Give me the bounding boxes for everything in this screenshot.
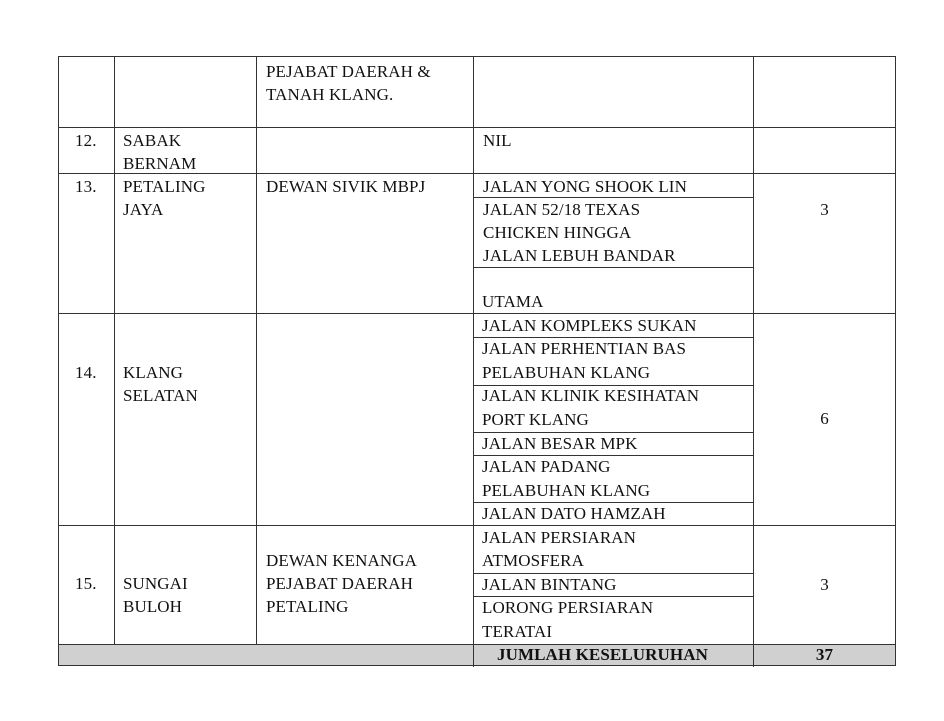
lokasi-subdivider xyxy=(473,432,754,433)
row-number: 14. xyxy=(75,363,97,382)
lokasi-cell: JALAN PERHENTIAN BAS xyxy=(482,339,687,358)
kawasan-cell: SABAK xyxy=(123,131,182,150)
location-table xyxy=(58,56,896,666)
kawasan-cell: BERNAM xyxy=(123,154,197,173)
lokasi-cell: JALAN DATO HAMZAH xyxy=(482,504,666,523)
row-divider-14-15 xyxy=(59,525,895,526)
lokasi-cell: LORONG PERSIARAN xyxy=(482,598,654,617)
lokasi-subdivider xyxy=(473,385,754,386)
lokasi-cell: PELABUHAN KLANG xyxy=(482,481,651,500)
lokasi-cell: JALAN YONG SHOOK LIN xyxy=(483,177,687,196)
lokasi-cell: TERATAI xyxy=(482,622,553,641)
kawasan-cell: KLANG xyxy=(123,363,183,382)
kawasan-cell: PETALING xyxy=(123,177,206,196)
col-divider-no xyxy=(114,57,115,645)
lokasi-subdivider xyxy=(473,573,754,574)
lokasi-cell: JALAN KLINIK KESIHATAN xyxy=(482,386,700,405)
dewan-cell: PEJABAT DAERAH xyxy=(266,574,414,593)
lokasi-cell: JALAN PADANG xyxy=(482,457,611,476)
lokasi-cell: JALAN PERSIARAN xyxy=(482,528,637,547)
jumlah-cell: 3 xyxy=(820,575,829,594)
kawasan-cell: JAYA xyxy=(123,200,164,219)
col-divider-kawasan xyxy=(256,57,257,645)
lokasi-cell: PELABUHAN KLANG xyxy=(482,363,651,382)
lokasi-cell: CHICKEN HINGGA xyxy=(483,223,632,242)
row-divider-11-12 xyxy=(59,127,895,128)
row-number: 15. xyxy=(75,574,97,593)
lokasi-cell: JALAN LEBUH BANDAR xyxy=(483,246,676,265)
row-number: 13. xyxy=(75,177,97,196)
lokasi-subdivider xyxy=(473,337,754,338)
lokasi-cell: JALAN BESAR MPK xyxy=(482,434,638,453)
jumlah-cell: 3 xyxy=(820,200,829,219)
lokasi-cell: UTAMA xyxy=(482,292,544,311)
total-value: 37 xyxy=(815,645,834,664)
lokasi-subdivider xyxy=(473,596,754,597)
col-divider-dewan xyxy=(473,57,474,667)
kawasan-cell: SELATAN xyxy=(123,386,198,405)
row-divider-13-14 xyxy=(59,313,895,314)
total-label: JUMLAH KESELURUHAN xyxy=(497,645,709,664)
dewan-cell: TANAH KLANG. xyxy=(266,85,394,104)
lokasi-cell: ATMOSFERA xyxy=(482,551,584,570)
kawasan-cell: BULOH xyxy=(123,597,183,616)
kawasan-cell: SUNGAI xyxy=(123,574,188,593)
dewan-cell: PETALING xyxy=(266,597,349,616)
dewan-cell: DEWAN KENANGA xyxy=(266,551,417,570)
jumlah-cell: 6 xyxy=(820,409,829,428)
dewan-cell: DEWAN SIVIK MBPJ xyxy=(266,177,426,196)
dewan-cell: PEJABAT DAERAH & xyxy=(266,62,431,81)
lokasi-cell: JALAN 52/18 TEXAS xyxy=(483,200,641,219)
lokasi-cell: JALAN BINTANG xyxy=(482,575,617,594)
lokasi-subdivider xyxy=(473,502,754,503)
lokasi-subdivider xyxy=(473,455,754,456)
lokasi-cell: NIL xyxy=(483,131,512,150)
lokasi-cell: JALAN KOMPLEKS SUKAN xyxy=(482,316,697,335)
lokasi-cell: PORT KLANG xyxy=(482,410,589,429)
row-number: 12. xyxy=(75,131,97,150)
